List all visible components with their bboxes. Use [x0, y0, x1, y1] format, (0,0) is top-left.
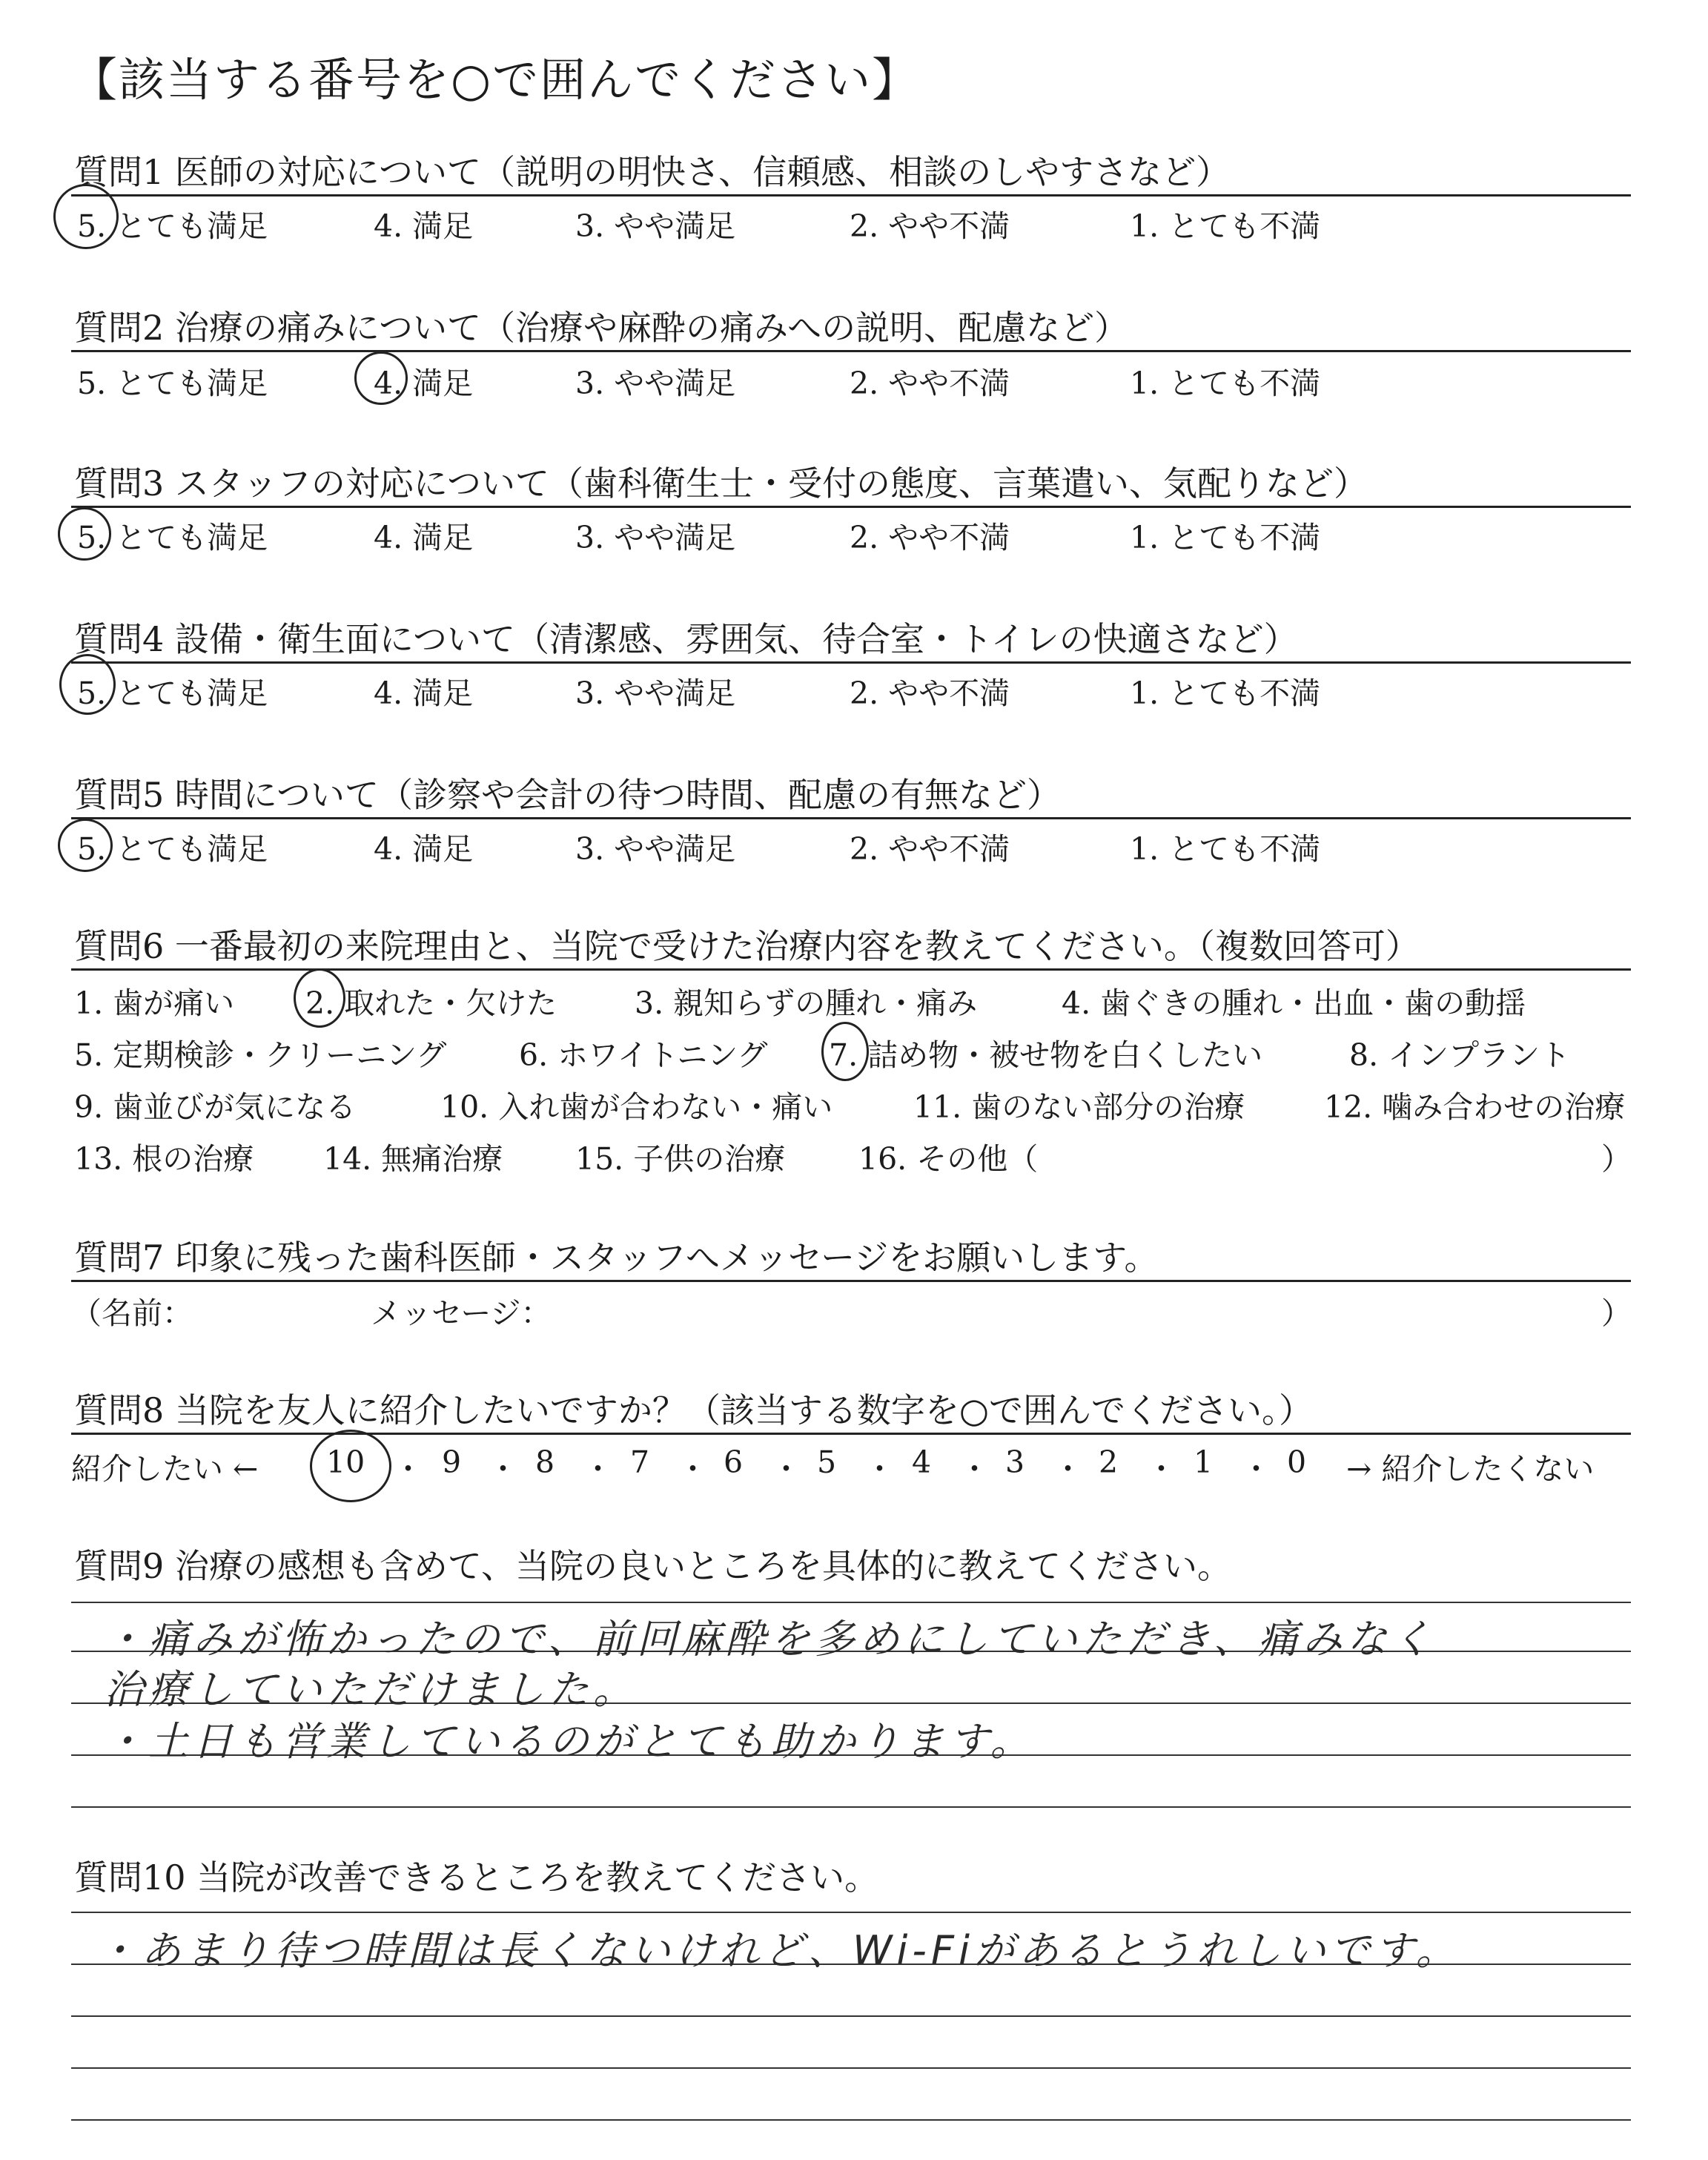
q9-heading	[74, 1539, 1231, 1588]
q1-text: 医師の対応について（説明の明快さ、信頼感、相談のしやすさなど）	[174, 152, 1231, 192]
q10-label: 質問10	[74, 1857, 186, 1898]
q8-score-9[interactable]: 9	[442, 1444, 462, 1480]
q8-dot: ・	[1053, 1451, 1083, 1487]
q1-label: 質問1	[74, 152, 165, 192]
q10-line	[71, 2119, 1631, 2121]
q8-score-1[interactable]: 1	[1194, 1444, 1214, 1480]
q6-option-11[interactable]: 11. 歯のない部分の治療	[913, 1089, 1245, 1125]
q6-rule	[71, 968, 1631, 971]
q6-label: 質問6	[74, 926, 165, 966]
q6-option-9[interactable]: 9. 歯並びが気になる	[74, 1089, 357, 1125]
q7-label: 質問7	[74, 1238, 165, 1278]
q6-option-1[interactable]: 1. 歯が痛い	[74, 985, 235, 1021]
q3-option-2[interactable]: 2. やや不満	[850, 520, 1010, 555]
q10-heading	[74, 1851, 878, 1900]
q6-option-6[interactable]: 6. ホワイトニング	[519, 1037, 768, 1073]
q4-option-2[interactable]: 2. やや不満	[850, 676, 1010, 711]
q6-selection-circle-7	[821, 1022, 869, 1081]
q4-label: 質問4	[74, 619, 165, 659]
q2-text: 治療の痛みについて（治療や麻酔の痛みへの説明、配慮など）	[174, 308, 1129, 348]
q3-option-3[interactable]: 3. やや満足	[575, 520, 736, 555]
q8-dot: ・	[959, 1451, 990, 1487]
q6-option-16[interactable]: 16. その他（	[858, 1141, 1039, 1177]
q4-option-5[interactable]: 5. とても満足	[77, 676, 268, 711]
q5-text: 時間について（診察や会計の待つ時間、配慮の有無など）	[174, 775, 1061, 815]
q9-answer-line-3: ・土日も営業しているのがとても助かります。	[104, 1718, 1035, 1765]
q5-rule	[71, 817, 1631, 819]
q2-option-1[interactable]: 1. とても不満	[1130, 366, 1321, 401]
q4-text: 設備・衛生面について（清潔感、雰囲気、待合室・トイレの快適さなど）	[174, 619, 1298, 659]
q6-option-13[interactable]: 13. 根の治療	[74, 1141, 254, 1177]
q8-dot: ・	[771, 1451, 801, 1487]
q6-option-14[interactable]: 14. 無痛治療	[323, 1141, 503, 1177]
q2-option-5[interactable]: 5. とても満足	[77, 366, 268, 401]
q8-dot: ・	[583, 1451, 613, 1487]
q8-heading	[74, 1384, 1313, 1433]
q10-text: 当院が改善できるところを教えてください。	[196, 1857, 879, 1898]
q8-score-8[interactable]: 8	[535, 1444, 555, 1480]
page-title: 【該当する番号を○で囲んでください】	[71, 53, 920, 107]
q8-label: 質問8	[74, 1390, 165, 1430]
q7-name-label: （名前：	[71, 1295, 193, 1331]
q9-answer-line-1: ・痛みが怖かったので、前回麻酔を多めにしていただき、痛みなく	[104, 1616, 1436, 1662]
q1-option-4[interactable]: 4. 満足	[374, 208, 474, 244]
q1-option-3[interactable]: 3. やや満足	[575, 208, 736, 244]
q8-rule	[71, 1433, 1631, 1435]
q5-heading	[74, 768, 1061, 817]
q8-dot: ・	[1146, 1451, 1176, 1487]
q8-left-label: 紹介したい ←	[71, 1451, 259, 1487]
q8-dot: ・	[864, 1451, 895, 1487]
q8-score-0[interactable]: 0	[1287, 1444, 1307, 1480]
q6-heading	[74, 919, 1420, 968]
q6-option-8[interactable]: 8. インプラント	[1349, 1037, 1571, 1073]
q3-option-4[interactable]: 4. 満足	[374, 520, 474, 555]
q8-score-3[interactable]: 3	[1005, 1444, 1025, 1480]
q3-rule	[71, 506, 1631, 508]
q5-option-2[interactable]: 2. やや不満	[850, 831, 1010, 867]
q8-dot: ・	[393, 1451, 423, 1487]
q9-label: 質問9	[74, 1546, 165, 1586]
q10-line	[71, 1912, 1631, 1913]
q7-text: 印象に残った歯科医師・スタッフへメッセージをお願いします。	[174, 1238, 1159, 1278]
q9-answer-line-2: 治療していただけました。	[104, 1666, 638, 1713]
q3-text: スタッフの対応について（歯科衛生士・受付の態度、言葉遣い、気配りなど）	[174, 463, 1368, 503]
q3-option-5[interactable]: 5. とても満足	[77, 520, 268, 555]
q8-score-2[interactable]: 2	[1099, 1444, 1119, 1480]
q8-right-label: → 紹介したくない	[1346, 1451, 1595, 1487]
q7-close-paren: ）	[1601, 1295, 1632, 1331]
q5-label: 質問5	[74, 775, 165, 815]
q10-answer-line-1: ・あまり待つ時間は長くないけれど、Wi-Fiがあるとうれしいです。	[96, 1927, 1460, 1974]
q3-selection-circle	[58, 507, 111, 561]
q7-rule	[71, 1280, 1631, 1282]
q2-label: 質問2	[74, 308, 165, 348]
q8-dot: ・	[1241, 1451, 1271, 1487]
q1-option-5[interactable]: 5. とても満足	[77, 208, 268, 244]
q1-option-1[interactable]: 1. とても不満	[1130, 208, 1321, 244]
q3-option-1[interactable]: 1. とても不満	[1130, 520, 1321, 555]
q8-dot: ・	[488, 1451, 518, 1487]
q2-option-3[interactable]: 3. やや満足	[575, 366, 736, 401]
q8-text: 当院を友人に紹介したいですか？（該当する数字を○で囲んでください。）	[174, 1390, 1314, 1430]
q4-option-4[interactable]: 4. 満足	[374, 676, 474, 711]
q5-option-5[interactable]: 5. とても満足	[77, 831, 268, 867]
q9-line	[71, 1806, 1631, 1808]
q6-option-10[interactable]: 10. 入れ歯が合わない・痛い	[440, 1089, 833, 1125]
q6-option-4[interactable]: 4. 歯ぐきの腫れ・出血・歯の動揺	[1062, 985, 1526, 1021]
q4-heading	[74, 612, 1298, 661]
q8-score-4[interactable]: 4	[912, 1444, 932, 1480]
q10-line	[71, 2067, 1631, 2069]
q4-option-3[interactable]: 3. やや満足	[575, 676, 736, 711]
q3-label: 質問3	[74, 463, 165, 503]
q6-option-2[interactable]: 2. 取れた・欠けた	[305, 985, 557, 1021]
q3-heading	[74, 457, 1368, 506]
q8-score-10[interactable]: 10	[326, 1444, 365, 1480]
q1-option-2[interactable]: 2. やや不満	[850, 208, 1010, 244]
q6-selection-circle-2	[294, 968, 345, 1028]
q6-option-15[interactable]: 15. 子供の治療	[575, 1141, 786, 1177]
q7-message-label: メッセージ：	[371, 1295, 552, 1331]
q4-option-1[interactable]: 1. とても不満	[1130, 676, 1321, 711]
q5-option-1[interactable]: 1. とても不満	[1130, 831, 1321, 867]
q6-other-close-paren: ）	[1601, 1141, 1632, 1177]
q9-text: 治療の感想も含めて、当院の良いところを具体的に教えてください。	[174, 1546, 1231, 1586]
q6-text: 一番最初の来院理由と、当院で受けた治療内容を教えてください。（複数回答可）	[174, 926, 1420, 966]
q1-selection-circle	[53, 184, 119, 249]
q5-selection-circle	[58, 819, 113, 872]
q6-option-3[interactable]: 3. 親知らずの腫れ・痛み	[635, 985, 978, 1021]
q5-option-3[interactable]: 3. やや満足	[575, 831, 736, 867]
q2-selection-circle	[354, 351, 408, 405]
q8-dot: ・	[678, 1451, 708, 1487]
q8-selection-circle	[310, 1430, 391, 1502]
q8-score-6[interactable]: 6	[724, 1444, 744, 1480]
q9-line	[71, 1602, 1631, 1603]
q6-option-12[interactable]: 12. 噛み合わせの治療	[1324, 1089, 1626, 1125]
q4-rule	[71, 661, 1631, 664]
q2-option-2[interactable]: 2. やや不満	[850, 366, 1010, 401]
q2-option-4[interactable]: 4. 満足	[374, 366, 474, 401]
q8-score-7[interactable]: 7	[630, 1444, 650, 1480]
q1-heading	[74, 145, 1230, 194]
q2-rule	[71, 350, 1631, 352]
q5-option-4[interactable]: 4. 満足	[374, 831, 474, 867]
q6-option-5[interactable]: 5. 定期検診・クリーニング	[74, 1037, 447, 1073]
q7-heading	[74, 1231, 1159, 1280]
q2-heading	[74, 301, 1128, 350]
q6-option-7[interactable]: 7. 詰め物・被せ物を白くしたい	[829, 1037, 1263, 1073]
q1-rule	[71, 194, 1631, 196]
q8-score-5[interactable]: 5	[817, 1444, 837, 1480]
q10-line	[71, 2015, 1631, 2017]
q4-selection-circle	[59, 654, 116, 715]
